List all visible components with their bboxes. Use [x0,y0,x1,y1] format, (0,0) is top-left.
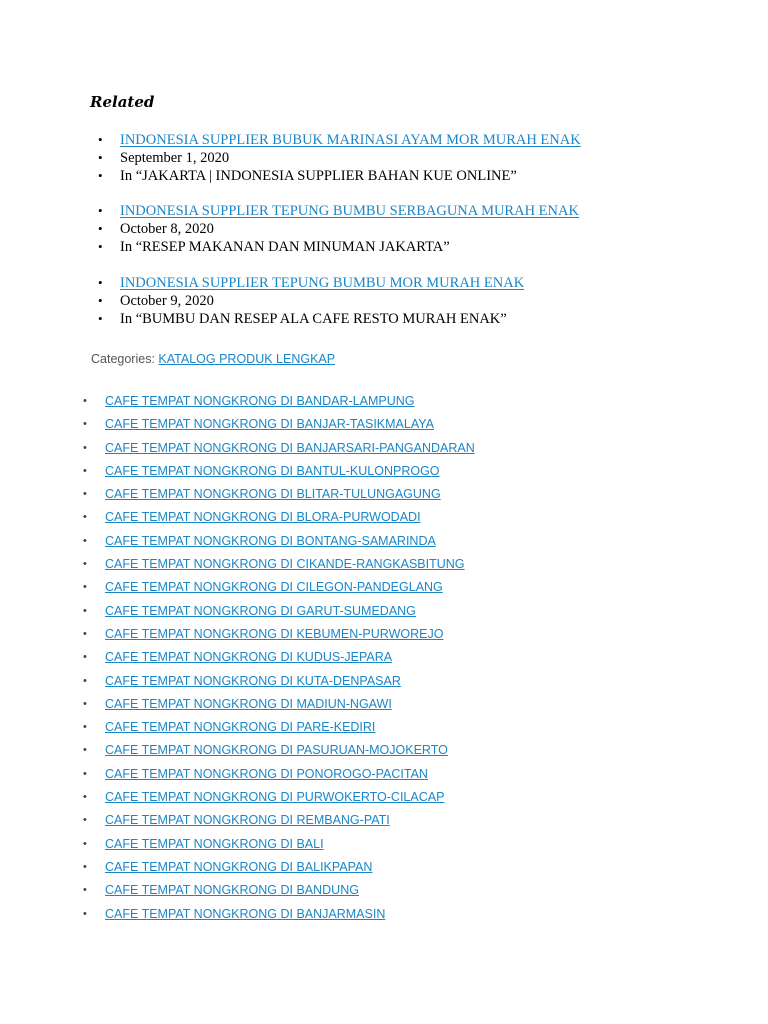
cafe-link[interactable]: CAFE TEMPAT NONGKRONG DI BANJARMASIN [105,906,386,921]
cafe-link[interactable]: CAFE TEMPAT NONGKRONG DI PASURUAN-MOJOKERTO [105,743,448,758]
list-item [83,672,475,695]
list-item [83,625,475,648]
related-category: • In “RESEP MAKANAN DAN MINUMAN JAKARTA” [98,238,579,256]
list-item [83,788,475,811]
cafe-link[interactable]: CAFE TEMPAT NONGKRONG DI BANDUNG [105,883,359,898]
related-item [98,131,581,185]
list-item [83,881,475,904]
related-title-link[interactable]: INDONESIA SUPPLIER TEPUNG BUMBU SERBAGUNA MURAH ENAK [120,203,579,219]
cafe-link[interactable]: CAFE TEMPAT NONGKRONG DI BONTANG-SAMARINDA [105,533,436,548]
post-categories [91,352,335,366]
list-item [83,718,475,741]
related-date: • October 8, 2020 [98,220,579,238]
list-item [83,905,475,928]
list-item [83,439,475,462]
related-date: • October 9, 2020 [98,292,524,310]
related-item [98,202,579,256]
cafe-link[interactable]: CAFE TEMPAT NONGKRONG DI BANJAR-TASIKMALAYA [105,417,434,432]
list-item [83,648,475,671]
cafe-link[interactable]: CAFE TEMPAT NONGKRONG DI PARE-KEDIRI [105,720,376,735]
cafe-link[interactable]: CAFE TEMPAT NONGKRONG DI CILEGON-PANDEGLANG [105,580,443,595]
cafe-link[interactable]: CAFE TEMPAT NONGKRONG DI MADIUN-NGAWI [105,696,392,711]
related-title-link[interactable]: INDONESIA SUPPLIER TEPUNG BUMBU MOR MURAH ENAK [120,275,525,291]
related-title-link[interactable]: INDONESIA SUPPLIER BUBUK MARINASI AYAM MOR MURAH ENAK [120,132,581,148]
list-item [83,602,475,625]
cafe-link[interactable]: CAFE TEMPAT NONGKRONG DI CIKANDE-RANGKASBITUNG [105,557,465,572]
cafe-link[interactable]: CAFE TEMPAT NONGKRONG DI BLORA-PURWODADI [105,510,421,525]
related-heading: Related [90,93,155,111]
list-item [83,765,475,788]
related-category: • In “BUMBU DAN RESEP ALA CAFE RESTO MURAH ENAK” [98,310,524,328]
list-item [83,835,475,858]
list-item [83,462,475,485]
list-item [83,858,475,881]
related-title-item [98,274,524,292]
categories-label: Categories: [91,352,155,366]
cafe-link[interactable]: CAFE TEMPAT NONGKRONG DI BANTUL-KULONPROGO [105,463,440,478]
cafe-link[interactable]: CAFE TEMPAT NONGKRONG DI BANDAR-LAMPUNG [105,394,415,408]
related-title-item [98,202,579,220]
cafe-link[interactable]: CAFE TEMPAT NONGKRONG DI PURWOKERTO-CILACAP [105,790,445,805]
cafe-link[interactable]: CAFE TEMPAT NONGKRONG DI KUTA-DENPASAR [105,673,401,688]
category-link[interactable]: KATALOG PRODUK LENGKAP [158,352,336,366]
list-item [83,811,475,834]
related-title-item [98,131,581,149]
cafe-link[interactable]: CAFE TEMPAT NONGKRONG DI BALIKPAPAN [105,859,373,874]
cafe-link[interactable]: CAFE TEMPAT NONGKRONG DI KUDUS-JEPARA [105,650,393,665]
list-item [83,508,475,531]
related-date: • September 1, 2020 [98,149,581,167]
cafe-link-list [83,392,475,928]
cafe-link[interactable]: CAFE TEMPAT NONGKRONG DI GARUT-SUMEDANG [105,603,416,618]
list-item [83,578,475,601]
related-category: • In “JAKARTA | INDONESIA SUPPLIER BAHAN KUE ONLINE” [98,167,581,185]
list-item [83,415,475,438]
list-item [83,392,475,415]
list-item [83,532,475,555]
cafe-link[interactable]: CAFE TEMPAT NONGKRONG DI REMBANG-PATI [105,813,390,828]
cafe-link[interactable]: CAFE TEMPAT NONGKRONG DI BALI [105,836,324,851]
list-item [83,485,475,508]
cafe-link[interactable]: CAFE TEMPAT NONGKRONG DI BLITAR-TULUNGAGUNG [105,487,441,502]
list-item [83,695,475,718]
list-item [83,555,475,578]
cafe-link[interactable]: CAFE TEMPAT NONGKRONG DI BANJARSARI-PANGANDARAN [105,440,475,455]
cafe-link[interactable]: CAFE TEMPAT NONGKRONG DI PONOROGO-PACITAN [105,766,428,781]
list-item [83,741,475,764]
related-item [98,274,524,328]
cafe-link[interactable]: CAFE TEMPAT NONGKRONG DI KEBUMEN-PURWOREJO [105,626,444,641]
